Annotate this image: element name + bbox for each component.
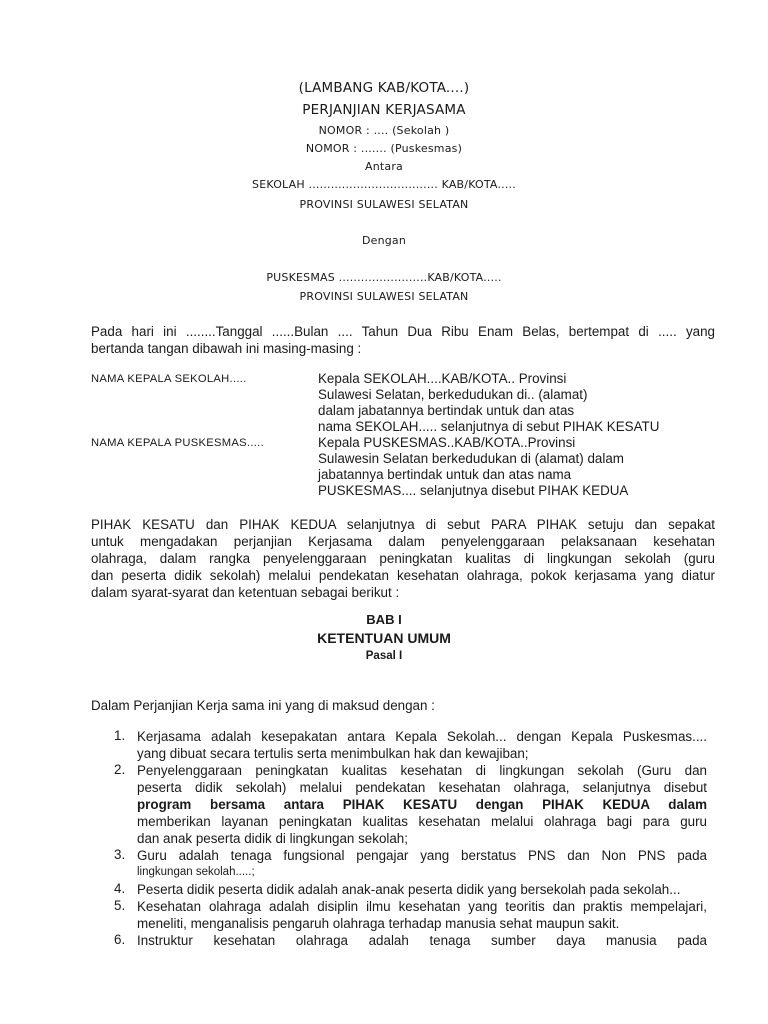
list-item-line: Peserta didik peserta didik adalah anak-anak peserta didik yang bersekolah pada sekolah... [137, 882, 681, 897]
provinsi-line-1: PROVINSI SULAWESI SELATAN [299, 198, 469, 211]
list-item-line: Kerjasama adalah kesepakatan antara Kepala Sekolah... dengan Kepala Puskesmas.... [137, 729, 707, 744]
list-item [137, 762, 707, 847]
agreement-line: dan peserta didik sekolah) melalui pendekatan kesehatan olahraga, pokok kerjasama yang diatur [91, 568, 715, 583]
dengan-label: Dengan [361, 234, 407, 247]
agreement-line: olahraga, dalam rangka penyelenggaraan peningkatan kualitas di lingkungan sekolah (guru [91, 551, 715, 566]
document-title: PERJANJIAN KERJASAMA [302, 102, 466, 118]
sekolah-line: SEKOLAH ................................... KAB/KOTA..... [252, 178, 516, 191]
nomor-sekolah: NOMOR : .... (Sekolah ) [318, 124, 450, 137]
party-1-line: nama SEKOLAH..... selanjutnya di sebut PIHAK KESATU [318, 419, 660, 434]
list-item-line: memberikan layanan peningkatan kualitas kesehatan melalui olahraga bagi para guru [137, 814, 707, 829]
agreement-line: PIHAK KESATU dan PIHAK KEDUA selanjutnya di sebut PARA PIHAK setuju dan sepakat [91, 517, 715, 532]
list-item [137, 728, 707, 762]
list-item [137, 932, 707, 949]
list-number: 3. [114, 847, 126, 862]
list-item-line: Guru adalah tenaga fungsional pengajar yang berstatus PNS dan Non PNS pada [137, 848, 707, 863]
puskesmas-line: PUSKESMAS ........................KAB/KOTA..... [266, 271, 502, 284]
intro-line-2: bertanda tangan dibawah ini masing-masing : [91, 341, 362, 356]
list-item [137, 881, 707, 898]
provinsi-line-2: PROVINSI SULAWESI SELATAN [299, 290, 469, 303]
list-item [137, 898, 707, 932]
pasal-heading: Pasal I [365, 650, 403, 662]
agreement-paragraph [91, 516, 715, 601]
intro-paragraph [91, 323, 715, 357]
nomor-puskesmas: NOMOR : ....... (Puskesmas) [305, 142, 463, 155]
party-2-line: PUSKESMAS.... selanjutnya disebut PIHAK KEDUA [318, 483, 629, 498]
list-item-line: program bersama antara PIHAK KESATU dengan PIHAK KEDUA dalam [137, 797, 707, 812]
party-1-line: Sulawesi Selatan, berkedudukan di.. (alamat) [318, 387, 588, 402]
agreement-line: untuk mengadakan perjanjian Kerjasama dalam penyelenggaraan pelaksanaan kesehatan [91, 534, 715, 549]
list-item [137, 847, 707, 881]
party-1-label: NAMA KEPALA SEKOLAH..... [91, 373, 247, 385]
list-item-line: yang dibuat secara tertulis serta menimbulkan hak dan kewajiban; [137, 746, 529, 761]
party-1-line: dalam jabatannya bertindak untuk dan atas [318, 403, 575, 418]
party-2-line: Sulawesin Selatan berkedudukan di (alamat) dalam [318, 451, 624, 466]
list-item-line: Penyelenggaraan peningkatan kualitas kesehatan di lingkungan sekolah (Guru dan [137, 763, 707, 778]
intro-line-1: Pada hari ini ........Tanggal ......Bulan .... Tahun Dua Ribu Enam Belas, bertempat di ..... yang [91, 324, 715, 339]
party-1-description [318, 371, 718, 435]
party-2-label: NAMA KEPALA PUSKESMAS..... [91, 437, 264, 449]
party-2-description [318, 435, 718, 499]
party-1-line: Kepala SEKOLAH....KAB/KOTA.. Provinsi [318, 371, 567, 386]
list-item-line: peserta didik sekolah) melalui pendekatan kesehatan olahraga, selanjutnya disebut [137, 780, 707, 795]
list-item-line: lingkungan sekolah.....; [137, 866, 255, 878]
list-number: 2. [114, 762, 126, 777]
list-item-line: dan anak peserta didik di lingkungan sekolah; [137, 831, 408, 846]
list-number: 5. [114, 898, 126, 913]
list-item-line: Kesehatan olahraga adalah disiplin ilmu kesehatan yang teoritis dan praktis mempelajari, [137, 899, 707, 914]
party-2-line: Kepala PUSKESMAS..KAB/KOTA..Provinsi [318, 435, 576, 450]
list-item-line: Instruktur kesehatan olahraga adalah tenaga sumber daya manusia pada [137, 933, 707, 948]
list-item-line: meneliti, menganalisis pengaruh olahraga terhadap manusia sehat maupun sakit. [137, 916, 620, 931]
list-number: 6. [114, 932, 126, 947]
list-number: 4. [114, 881, 126, 896]
bab-heading: BAB I [366, 612, 402, 627]
antara-label: Antara [364, 160, 403, 173]
definitions-intro: Dalam Perjanjian Kerja sama ini yang di maksud dengan : [91, 698, 435, 713]
bab-title: KETENTUAN UMUM [317, 630, 451, 646]
lambang-heading: (LAMBANG KAB/KOTA....) [298, 80, 470, 96]
list-number: 1. [114, 728, 126, 743]
agreement-line: dalam syarat-syarat dan ketentuan sebagai berikut : [91, 585, 400, 600]
party-2-line: jabatannya bertindak untuk dan atas nama [318, 467, 572, 482]
